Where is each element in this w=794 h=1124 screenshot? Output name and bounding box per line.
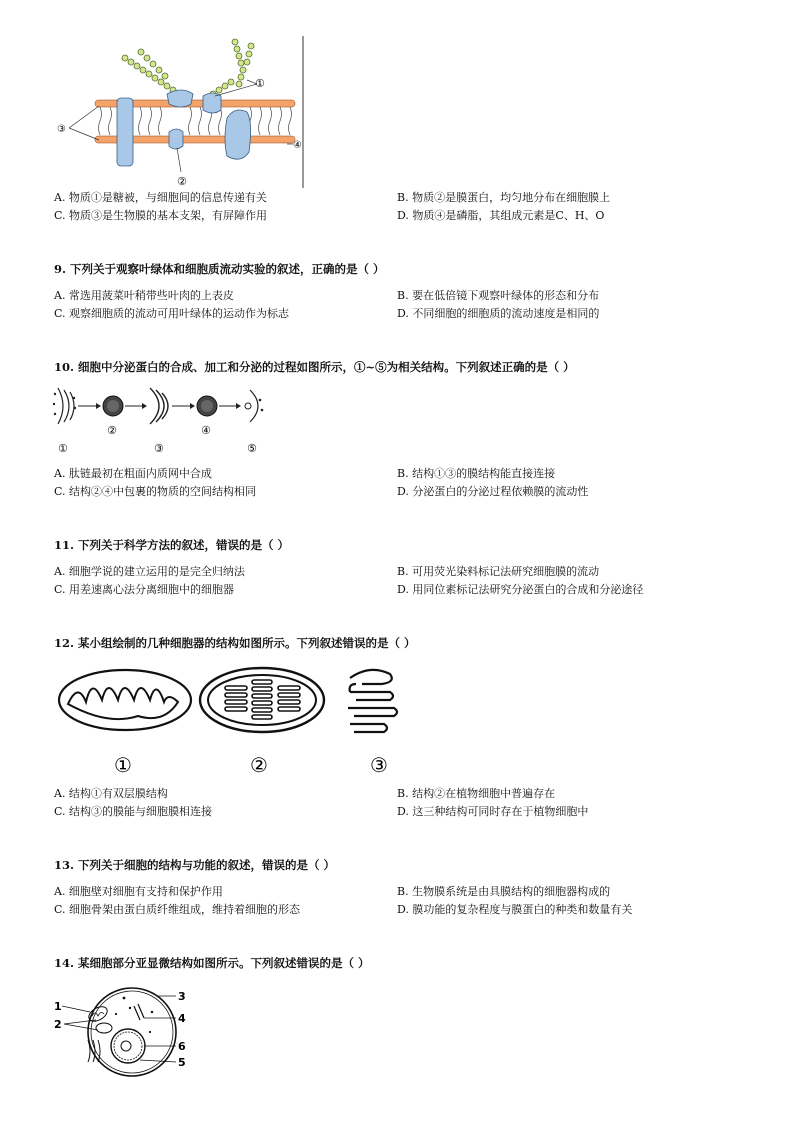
q12-option-a[interactable]: A. 结构①有双层膜结构: [54, 787, 168, 800]
secretion-label-4: ④: [201, 424, 211, 437]
q8-option-b[interactable]: B. 物质②是膜蛋白，均匀地分布在细胞膜上: [397, 191, 611, 204]
organelle-label-3: ③: [370, 753, 388, 777]
q9-option-d[interactable]: D. 不同细胞的细胞质的流动速度是相同的: [397, 307, 600, 320]
q13-option-c[interactable]: C. 细胞骨架由蛋白质纤维组成，维持着细胞的形态: [54, 903, 301, 916]
membrane-figure: [55, 36, 315, 188]
q12-option-c[interactable]: C. 结构③的膜能与细胞膜相连接: [54, 805, 213, 818]
q8-option-a[interactable]: A. 物质①是糖被，与细胞间的信息传递有关: [54, 191, 267, 204]
membrane-label-2: ②: [177, 175, 187, 188]
q11-stem: 11. 下列关于科学方法的叙述，错误的是（ ）: [54, 538, 290, 552]
organelle-label-1: ①: [114, 753, 132, 777]
q10-option-b[interactable]: B. 结构①③的膜结构能直接连接: [397, 467, 556, 480]
cell-label-3: 3: [178, 990, 186, 1003]
cell-label-1: 1: [54, 1000, 62, 1013]
organelle-label-2: ②: [250, 753, 268, 777]
cell-label-5: 5: [178, 1056, 186, 1069]
q9-option-a[interactable]: A. 常选用菠菜叶稍带些叶肉的上表皮: [54, 289, 234, 302]
q12-option-b[interactable]: B. 结构②在植物细胞中普遍存在: [397, 787, 556, 800]
q8-option-c[interactable]: C. 物质③是生物膜的基本支架，有屏障作用: [54, 209, 268, 222]
secretion-label-1: ①: [58, 442, 68, 455]
cell-label-4: 4: [178, 1012, 186, 1025]
q10-option-d[interactable]: D. 分泌蛋白的分泌过程依赖膜的流动性: [397, 485, 589, 498]
cell-figure: [52, 984, 202, 1080]
q11-option-a[interactable]: A. 细胞学说的建立运用的是完全归纳法: [54, 565, 245, 578]
q14-stem: 14. 某细胞部分亚显微结构如图所示。下列叙述错误的是（ ）: [54, 956, 370, 970]
q13-stem: 13. 下列关于细胞的结构与功能的叙述，错误的是（ ）: [54, 858, 336, 872]
q13-option-b[interactable]: B. 生物膜系统是由具膜结构的细胞器构成的: [397, 885, 611, 898]
q10-option-a[interactable]: A. 肽链最初在粗面内质网中合成: [54, 467, 212, 480]
cell-label-2: 2: [54, 1018, 62, 1031]
q12-option-d[interactable]: D. 这三种结构可同时存在于植物细胞中: [397, 805, 589, 818]
q10-option-c[interactable]: C. 结构②④中包裹的物质的空间结构相同: [54, 485, 257, 498]
q9-option-c[interactable]: C. 观察细胞质的流动可用叶绿体的运动作为标志: [54, 307, 290, 320]
q13-option-a[interactable]: A. 细胞壁对细胞有支持和保护作用: [54, 885, 223, 898]
q11-option-c[interactable]: C. 用差速离心法分离细胞中的细胞器: [54, 583, 235, 596]
membrane-label-4: ④: [293, 140, 302, 151]
q11-option-d[interactable]: D. 用同位素标记法研究分泌蛋白的合成和分泌途径: [397, 583, 644, 596]
q10-stem: 10. 细胞中分泌蛋白的合成、加工和分泌的过程如图所示，①~⑤为相关结构。下列叙述正确的是（ ）: [54, 360, 575, 374]
cell-label-6: 6: [178, 1040, 186, 1053]
secretion-label-5: ⑤: [247, 442, 257, 455]
secretion-figure: [50, 384, 280, 456]
q12-stem: 12. 某小组绘制的几种细胞器的结构如图所示。下列叙述错误的是（ ）: [54, 636, 416, 650]
secretion-label-3: ③: [154, 442, 164, 455]
q8-option-d[interactable]: D. 物质④是磷脂，其组成元素是C、H、O: [397, 209, 605, 222]
organelles-figure: [50, 662, 410, 780]
q9-stem: 9. 下列关于观察叶绿体和细胞质流动实验的叙述，正确的是（ ）: [54, 262, 385, 276]
membrane-label-1: ①: [255, 77, 265, 90]
membrane-label-3: ③: [57, 124, 66, 135]
secretion-label-2: ②: [107, 424, 117, 437]
q11-option-b[interactable]: B. 可用荧光染料标记法研究细胞膜的流动: [397, 565, 600, 578]
q9-option-b[interactable]: B. 要在低倍镜下观察叶绿体的形态和分布: [397, 289, 600, 302]
q13-option-d[interactable]: D. 膜功能的复杂程度与膜蛋白的种类和数量有关: [397, 903, 633, 916]
